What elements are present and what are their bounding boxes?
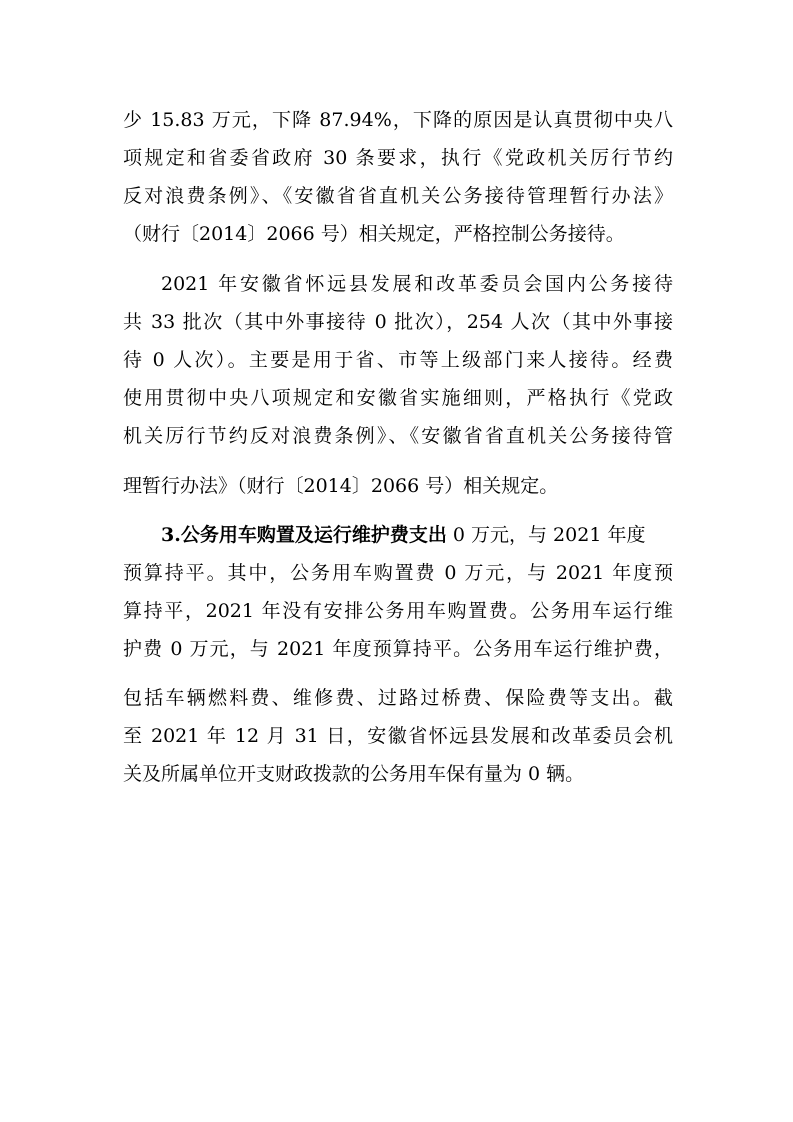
paragraph-1-line-4: （财行〔2014〕2066 号）相关规定，严格控制公务接待。 [123,223,625,245]
paragraph-3-line-2: 预算持平。其中，公务用车购置费 0 万元，与 2021 年度预 [123,562,673,584]
paragraph-1-line-1: 少 15.83 万元，下降 87.94%，下降的原因是认真贯彻中央八 [123,109,673,131]
paragraph-2-line-1: 2021 年安徽省怀远县发展和改革委员会国内公务接待 [161,273,673,295]
paragraph-2-line-2: 共 33 批次（其中外事接待 0 批次），254 人次（其中外事接 [123,311,673,333]
paragraph-3-line-5: 包括车辆燃料费、维修费、过路过桥费、保险费等支出。截 [123,687,673,709]
paragraph-2-line-6: 理暂行办法》（财行〔2014〕2066 号）相关规定。 [123,475,559,497]
paragraph-3-line-1 [161,523,673,547]
paragraph-2-line-3: 待 0 人次）。主要是用于省、市等上级部门来人接待。经费 [123,349,673,371]
paragraph-3-line-1-text: 0 万元，与 2021 年度 [446,524,646,546]
paragraph-2-line-5: 机关厉行节约反对浪费条例》、《安徽省省直机关公务接待管 [123,425,673,447]
paragraph-2-line-4: 使用贯彻中央八项规定和安徽省实施细则，严格执行《党政 [123,387,673,409]
paragraph-1-line-2: 项规定和省委省政府 30 条要求，执行《党政机关厉行节约 [123,147,673,169]
paragraph-1-line-3: 反对浪费条例》、《安徽省省直机关公务接待管理暂行办法》 [123,185,673,207]
paragraph-3-line-3: 算持平，2021 年没有安排公务用车购置费。公务用车运行维 [123,600,673,622]
paragraph-3-line-7: 关及所属单位开支财政拨款的公务用车保有量为 0 辆。 [123,763,585,785]
paragraph-3-line-4: 护费 0 万元，与 2021 年度预算持平。公务用车运行维护费， [123,638,673,660]
section-heading: 3.公务用车购置及运行维护费支出 [161,524,447,546]
paragraph-3-line-6: 至 2021 年 12 月 31 日，安徽省怀远县发展和改革委员会机 [123,725,673,747]
